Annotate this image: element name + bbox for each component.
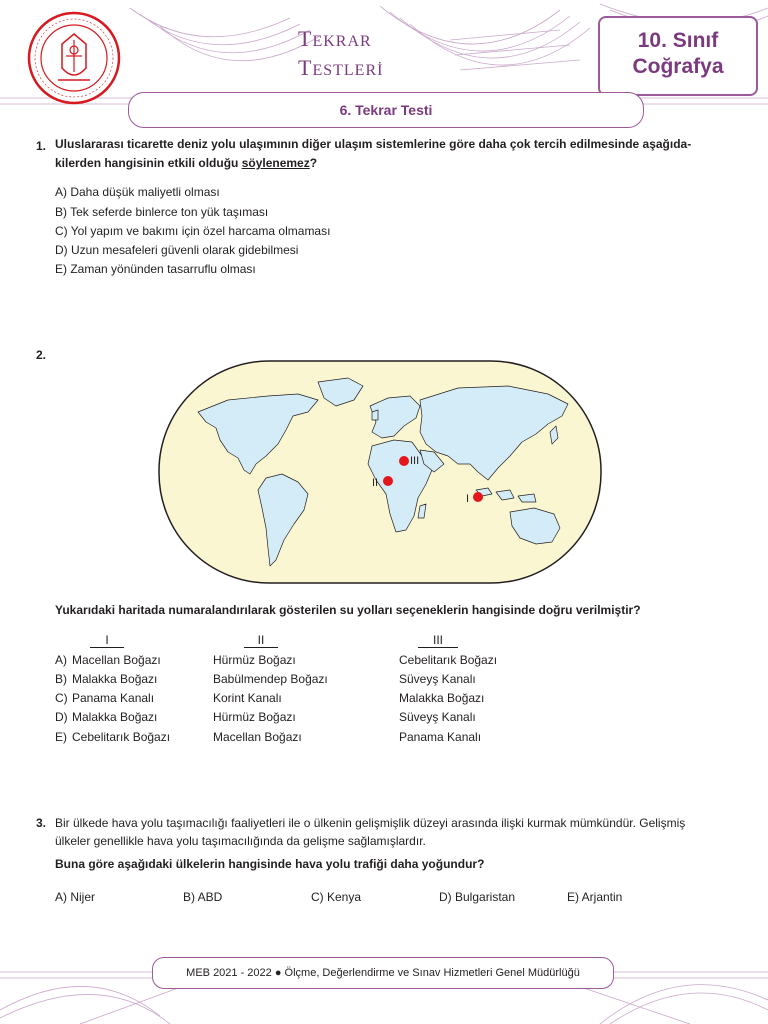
q1-option-c[interactable]: C) Yol yapım ve bakımı için özel harcama olmaması [55,224,331,238]
q1-option-d[interactable]: D) Uzun mesafeleri güvenli olarak gidebilmesi [55,243,299,257]
q2-col-head-iii: III [418,633,458,648]
world-map [158,360,602,584]
q3-option-e[interactable]: E) Arjantin [567,890,623,904]
q3-text-line2: ülkeler genellikle hava yolu taşımacılığında da gelişme sağlamışlardır. [55,834,426,848]
ministry-logo [26,10,122,106]
marker-i [473,492,483,502]
q1-stem: Uluslararası ticarette deniz yolu ulaşımının diğer ulaşım sistemlerine göre daha çok tercih edilmesinde aşağıda- kilerden hangisinin etkili olduğu söylenemez? [55,137,692,170]
marker-iii [399,456,409,466]
q3-stem: Buna göre aşağıdaki ülkelerin hangisinde hava yolu trafiği daha yoğundur? [55,857,485,871]
grade-subject-box [598,16,758,96]
q1-option-e[interactable]: E) Zaman yönünden tasarruflu olması [55,262,256,276]
grade-label: 10. Sınıf [637,29,719,52]
q3-option-a[interactable]: A) Nijer [55,890,96,904]
q3-text-line1: Bir ülkede hava yolu taşımacılığı faaliyetleri ile o ülkenin gelişmişlik düzeyi arasında ilişki kurmak mümkündür. Gelişmiş [55,816,686,830]
q2-stem: Yukarıdaki haritada numaralandırılarak gösterilen su yolları seçeneklerin hangisinde doğru verilmiştir? [55,603,641,617]
q2-number: 2. [36,348,47,362]
q3-option-c[interactable]: C) Kenya [311,890,362,904]
q3-option-b[interactable]: B) ABD [183,890,223,904]
test-title: 6. Tekrar Testi [128,92,644,128]
q1-option-a[interactable]: A) Daha düşük maliyetli olması [55,185,220,199]
q2-col-head-ii: II [244,633,278,648]
map-label-i: I [466,493,470,505]
subject-label: Coğrafya [632,55,724,78]
series-title: TEKRAR TESTLERİ [298,26,384,80]
q2-col-head-i: I [90,633,124,648]
map-label-ii: II [372,477,379,489]
q1-number: 1. [36,139,47,153]
map-label-iii: III [410,455,420,467]
q3-option-d[interactable]: D) Bulgaristan [439,890,516,904]
marker-ii [383,476,393,486]
footer: MEB 2021 - 2022 ● Ölçme, Değerlendirme ve Sınav Hizmetleri Genel Müdürlüğü [152,957,614,989]
q1-option-b[interactable]: B) Tek seferde binlerce ton yük taşıması [55,205,269,219]
q3-number: 3. [36,816,47,830]
